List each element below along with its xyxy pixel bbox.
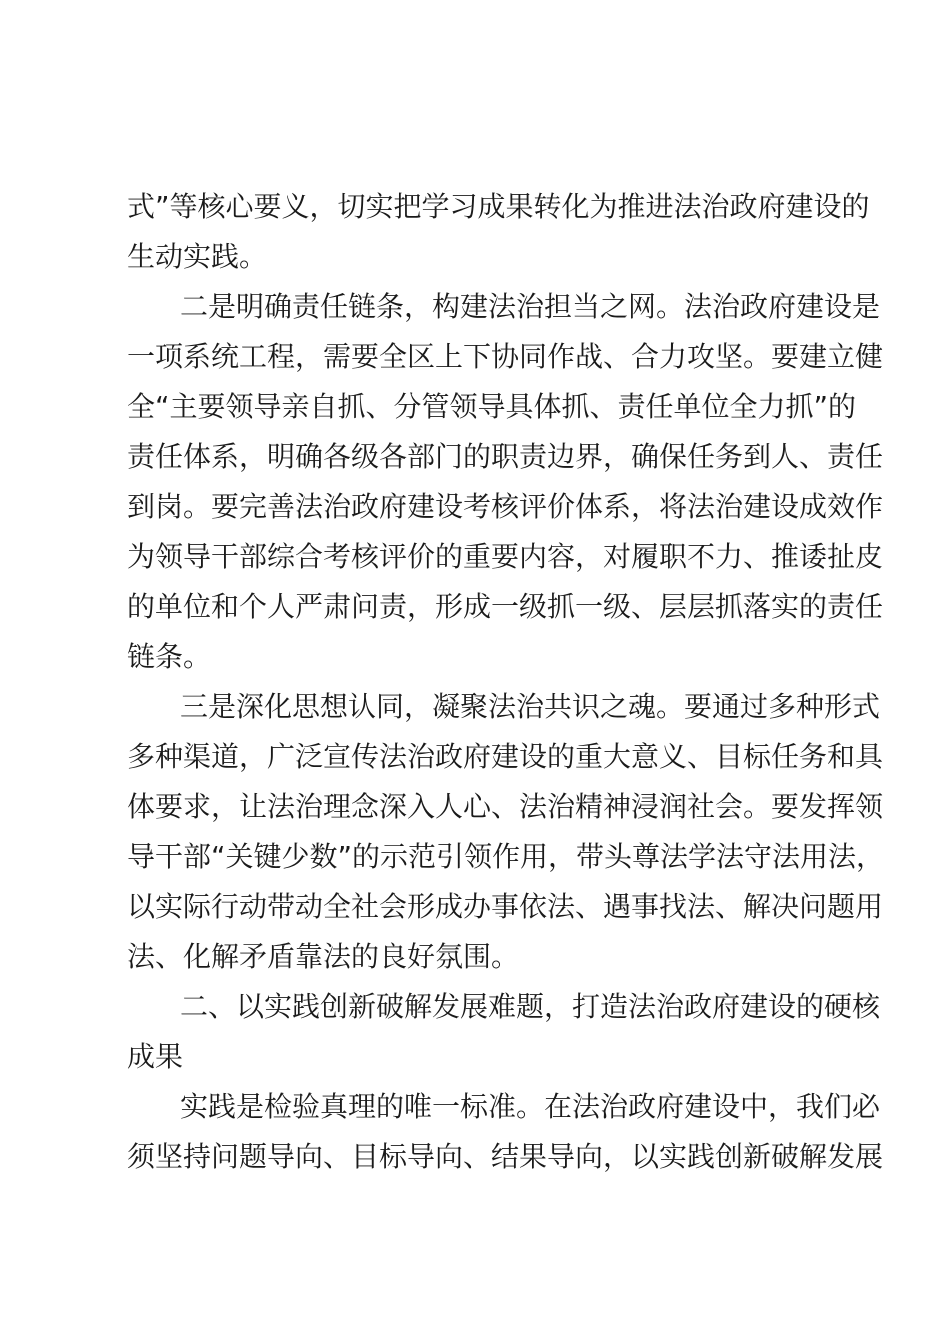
- body-line: 全“主要领导亲自抓、分管领导具体抓、责任单位全力抓”的: [127, 390, 857, 423]
- body-line: 责任体系，明确各级各部门的职责边界，确保任务到人、责任: [127, 440, 884, 473]
- body-line: 须坚持问题导向、目标导向、结果导向，以实践创新破解发展: [127, 1140, 884, 1173]
- paragraph-first-line: 二是明确责任链条，构建法治担当之网。法治政府建设是: [180, 290, 881, 323]
- body-line: 为领导干部综合考核评价的重要内容，对履职不力、推诿扯皮: [127, 540, 884, 573]
- body-line: 法、化解矛盾靠法的良好氛围。: [127, 940, 520, 973]
- body-line: 链条。: [127, 640, 212, 673]
- document-body: [127, 182, 885, 1182]
- body-line: 到岗。要完善法治政府建设考核评价体系，将法治建设成效作: [127, 490, 884, 523]
- body-line: 的单位和个人严肃问责，形成一级抓一级、层层抓落实的责任: [127, 590, 884, 623]
- paragraph-first-line: 实践是检验真理的唯一标准。在法治政府建设中，我们必: [180, 1090, 881, 1123]
- body-line: 一项系统工程，需要全区上下协同作战、合力攻坚。要建立健: [127, 340, 884, 373]
- body-line: 导干部“关键少数”的示范引领作用，带头尊法学法守法用法，: [127, 840, 885, 873]
- section-heading: 二、以实践创新破解发展难题，打造法治政府建设的硬核: [180, 990, 881, 1023]
- section-heading-continued: 成果: [127, 1040, 184, 1073]
- body-line: 多种渠道，广泛宣传法治政府建设的重大意义、目标任务和具: [127, 740, 884, 773]
- body-line: 式”等核心要义，切实把学习成果转化为推进法治政府建设的: [127, 190, 870, 223]
- paragraph-first-line: 三是深化思想认同，凝聚法治共识之魂。要通过多种形式: [180, 690, 881, 723]
- body-line: 体要求，让法治理念深入人心、法治精神浸润社会。要发挥领: [127, 790, 884, 823]
- body-line: 生动实践。: [127, 240, 268, 273]
- body-line: 以实际行动带动全社会形成办事依法、遇事找法、解决问题用: [127, 890, 884, 923]
